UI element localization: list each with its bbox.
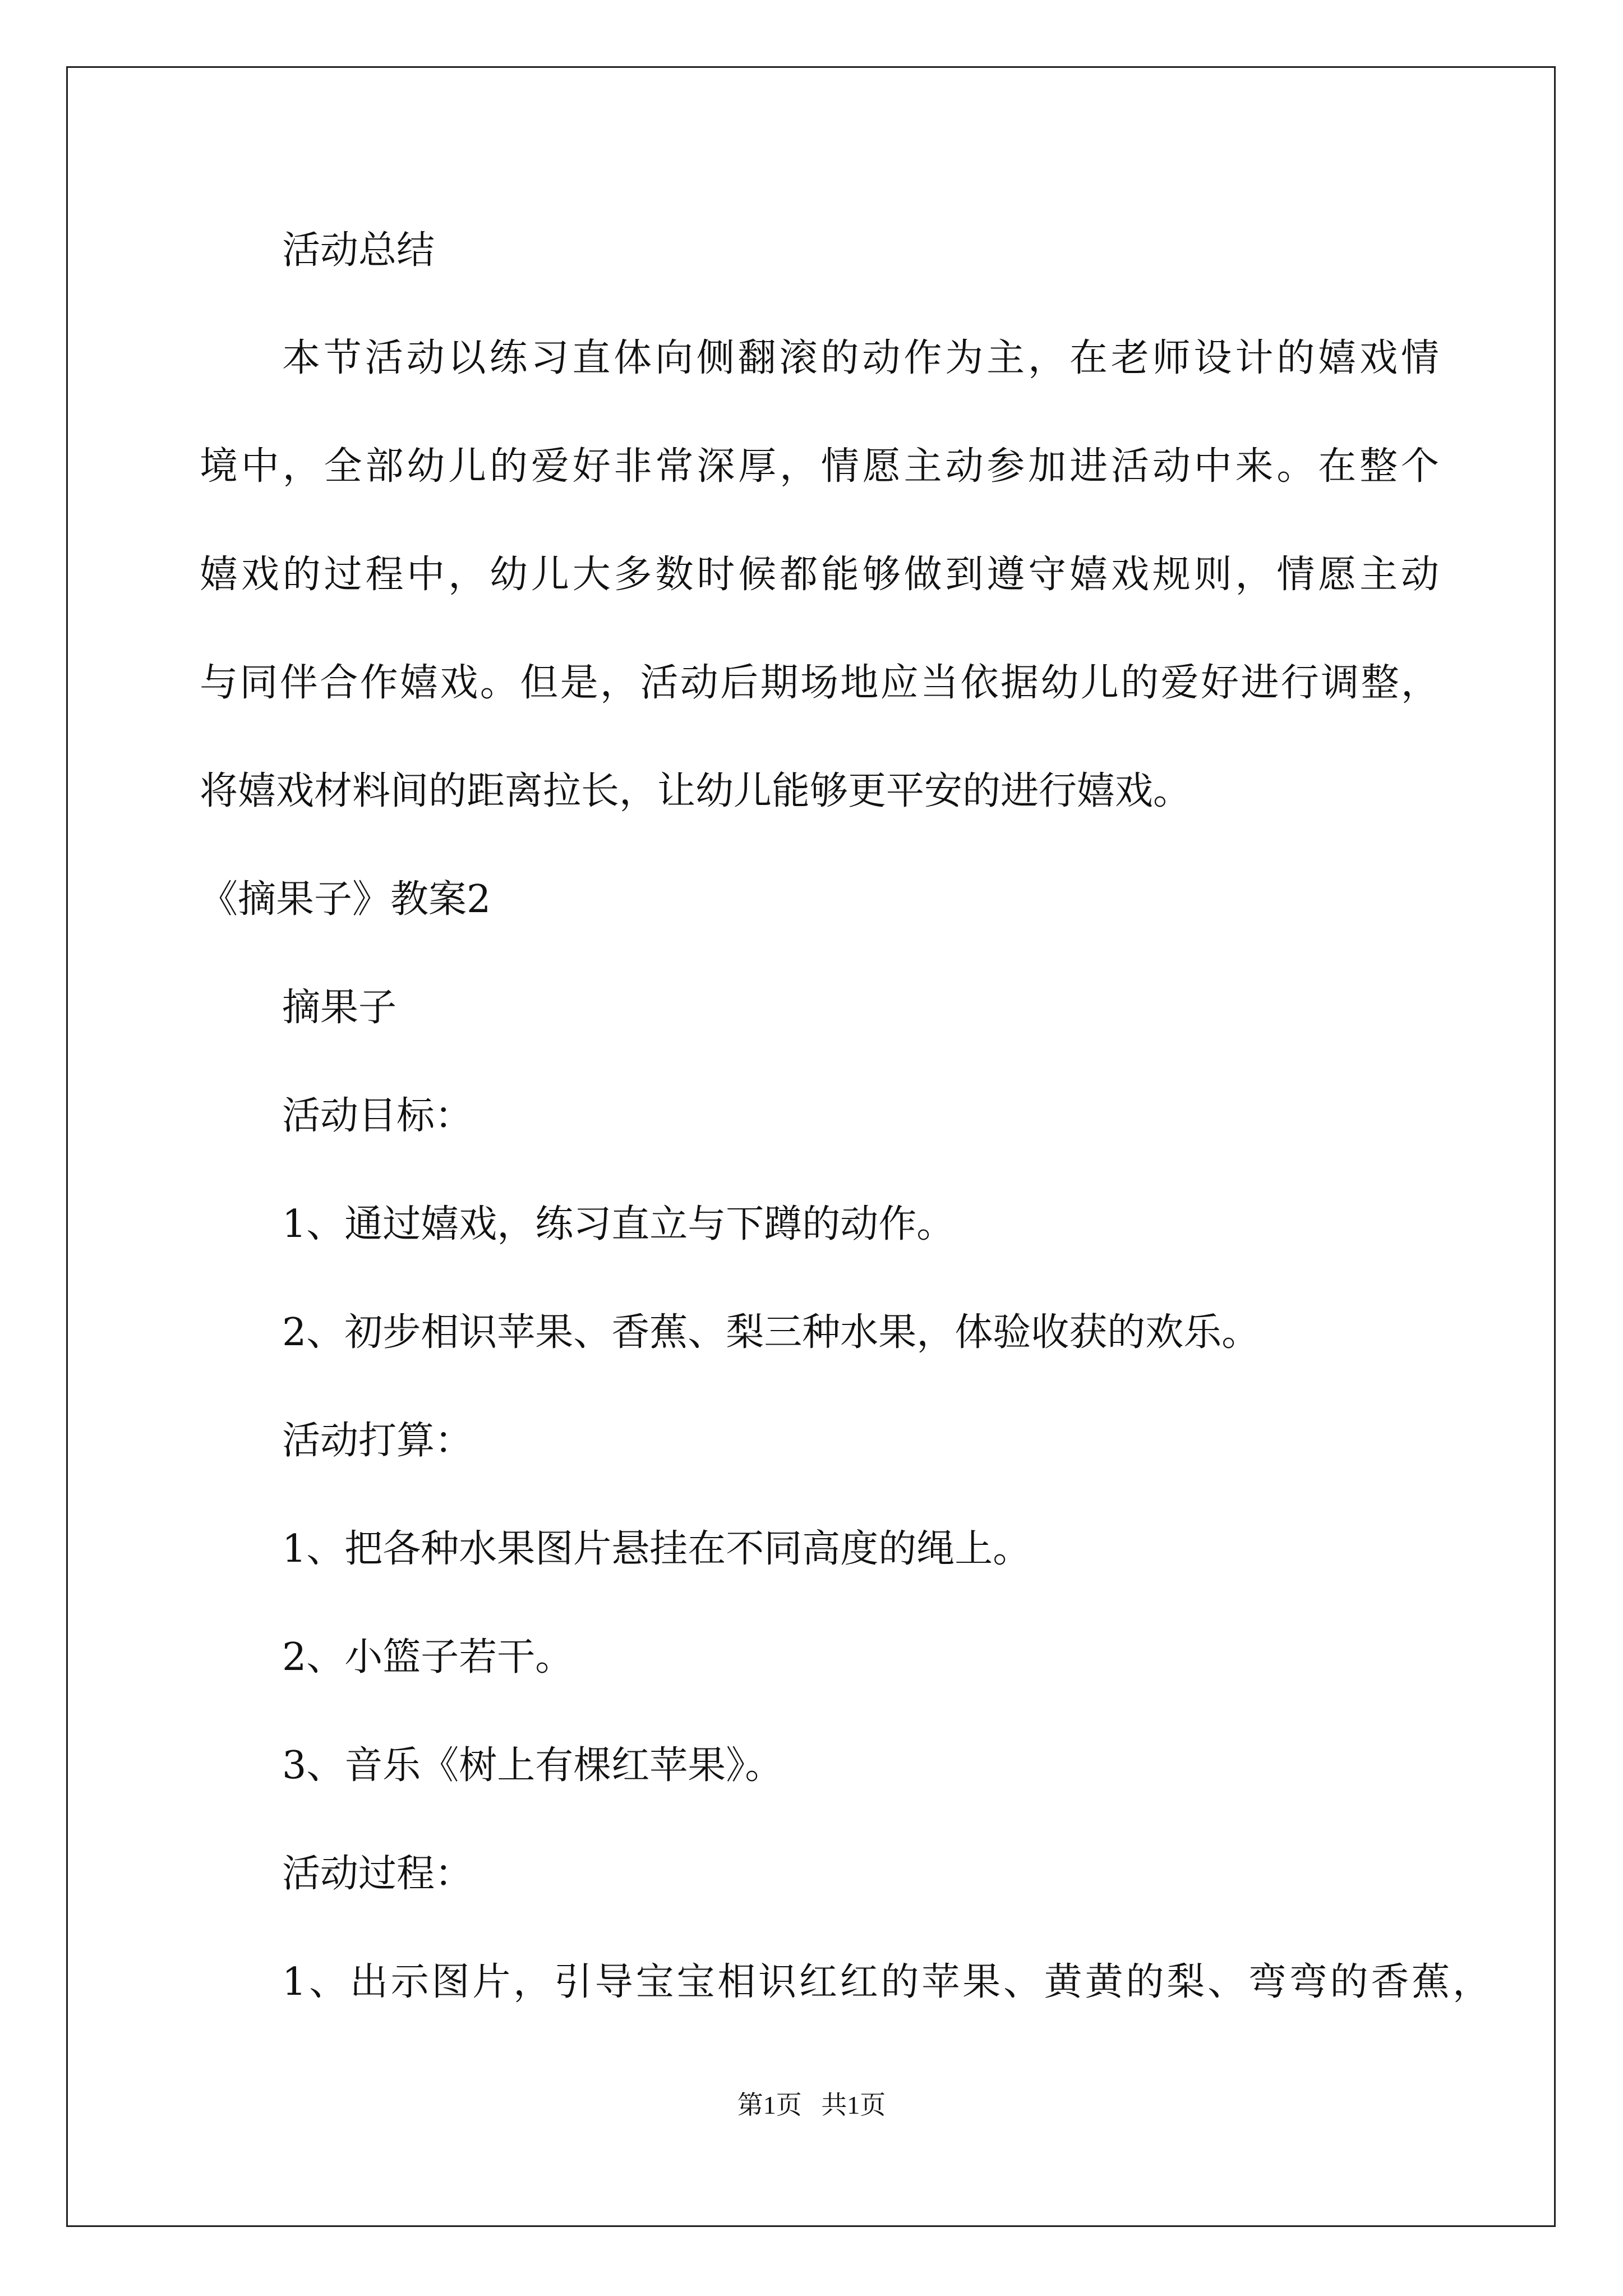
process-item-1: 1、出示图片，引导宝宝相识红红的苹果、黄黄的梨、弯弯的香蕉， (282, 1960, 1491, 2004)
prep-item-1: 1、把各种水果图片悬挂在不同高度的绳上。 (282, 1527, 1031, 1571)
process-heading: 活动过程： (282, 1852, 473, 1896)
goals-heading: 活动目标： (282, 1094, 473, 1138)
prep-heading: 活动打算： (282, 1419, 473, 1463)
summary-line-3: 嬉戏的过程中，幼儿大多数时候都能够做到遵守嬉戏规则，情愿主动 (200, 553, 1439, 597)
prep-item-2: 2、小篮子若干。 (282, 1635, 574, 1680)
section-title: 《摘果子》教案2 (200, 877, 491, 922)
summary-line-2: 境中，全部幼儿的爱好非常深厚，情愿主动参加进活动中来。在整个 (200, 444, 1439, 489)
summary-line-1: 本节活动以练习直体向侧翻滚的动作为主，在老师设计的嬉戏情 (282, 336, 1439, 380)
summary-line-4: 与同伴合作嬉戏。但是，活动后期场地应当依据幼儿的爱好进行调整， (200, 661, 1439, 705)
goal-item-1: 1、通过嬉戏，练习直立与下蹲的动作。 (282, 1202, 955, 1246)
lesson-name: 摘果子 (282, 986, 397, 1030)
page-footer: 第1页 共1页 (737, 2091, 886, 2119)
summary-line-5: 将嬉戏材料间的距离拉长，让幼儿能够更平安的进行嬉戏。 (200, 769, 1192, 813)
prep-item-3: 3、音乐《树上有棵红苹果》。 (282, 1743, 783, 1788)
summary-heading: 活动总结 (282, 228, 435, 273)
goal-item-2: 2、初步相识苹果、香蕉、梨三种水果，体验收获的欢乐。 (282, 1310, 1260, 1355)
page-border (66, 66, 1556, 2227)
